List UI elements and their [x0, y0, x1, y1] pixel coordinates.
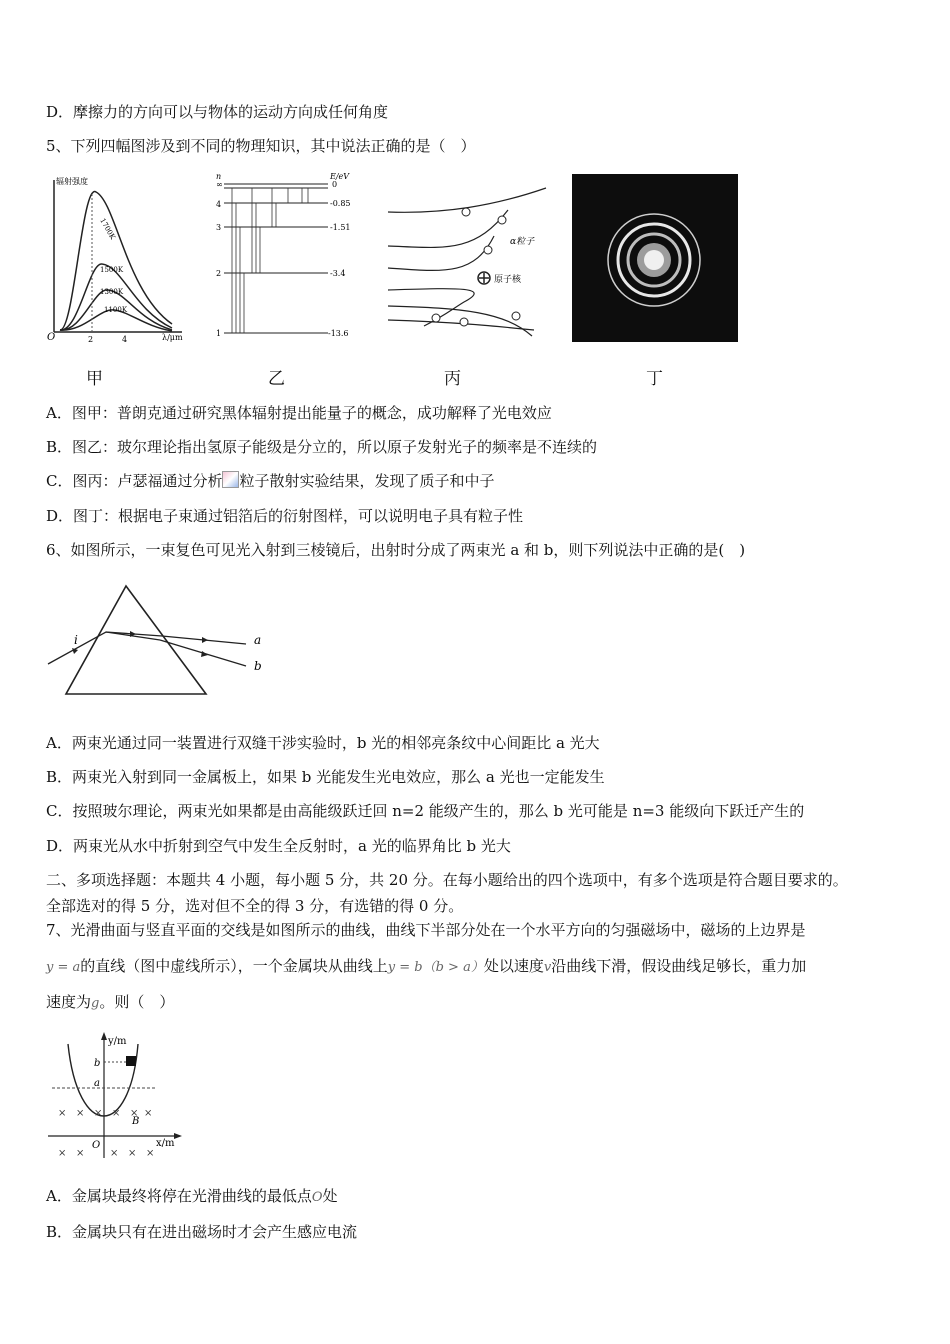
svg-text:×: × [76, 1108, 85, 1119]
jia-tick-2: 2 [88, 335, 94, 344]
q7-stem-line3: 速度为g。则（ ） [46, 993, 175, 1011]
svg-text:∞: ∞ [216, 180, 223, 189]
magnetic-field-figure [44, 1030, 184, 1164]
svg-text:2: 2 [216, 269, 222, 278]
bing-alpha-label: α粒子 [510, 237, 535, 247]
q7-stem-line2: y = a的直线（图中虚线所示），一个金属块从曲线上y = b（b > a）处以速度v沿曲线下滑，假设曲线足够长，重力加 [46, 957, 807, 975]
svg-text:×: × [110, 1148, 119, 1159]
q7-option-b: B．金属块只有在进出磁场时才会产生感应电流 [46, 1223, 358, 1241]
alpha-scattering-figure [384, 176, 554, 342]
q7-stem-line1: 7、光滑曲面与竖直平面的交线是如图所示的曲线，曲线下半部分处在一个水平方向的匀强磁场中，磁场的上边界是 [46, 921, 806, 939]
q4-option-d: D．摩擦力的方向可以与物体的运动方向成任何角度 [46, 103, 389, 121]
q6-stem: 6、如图所示，一束复色可见光入射到三棱镜后，出射时分成了两束光 a 和 b，则下列说法中正确的是( ) [46, 541, 746, 559]
svg-text:-13.6: -13.6 [328, 329, 349, 338]
jia-xlabel: λ/μm [162, 333, 183, 342]
jia-curve-2: 1500K [100, 266, 124, 274]
field-b-label: b [94, 1058, 101, 1069]
q5-option-a: A．图甲：普朗克通过研究黑体辐射提出能量子的概念，成功解释了光电效应 [46, 404, 552, 422]
jia-tick-4: 4 [122, 335, 128, 344]
jia-curve-1: 1700K [98, 217, 117, 241]
field-a-label: a [94, 1078, 100, 1089]
svg-text:×: × [76, 1148, 85, 1159]
q6-option-d: D．两束光从水中折射到空气中发生全反射时，a 光的临界角比 b 光大 [46, 837, 511, 855]
field-y-label: y/m [108, 1036, 127, 1047]
caption-jia: 甲 [86, 369, 103, 389]
svg-text:×: × [128, 1148, 137, 1159]
prism-a-label: a [254, 633, 262, 647]
svg-text:-3.4: -3.4 [330, 269, 346, 278]
q6-option-a: A．两束光通过同一装置进行双缝干涉实验时，b 光的相邻亮条纹中心间距比 a 光大 [46, 734, 600, 752]
svg-text:×: × [112, 1108, 121, 1119]
svg-text:-0.85: -0.85 [330, 199, 351, 208]
q6-option-c: C．按照玻尔理论，两束光如果都是由高能级跃迁回 n=2 能级产生的，那么 b 光可能是 n=3 能级向下跃迁产生的 [46, 802, 805, 820]
field-B-label: B [132, 1116, 140, 1127]
svg-text:×: × [130, 1108, 139, 1119]
field-x-label: x/m [156, 1138, 175, 1149]
jia-curve-3: 1300K [100, 288, 124, 296]
q6-option-b: B．两束光入射到同一金属板上，如果 b 光能发生光电效应，那么 a 光也一定能发生 [46, 768, 605, 786]
prism-i-label: i [74, 633, 78, 647]
electron-diffraction-figure [572, 174, 738, 342]
section2-heading-line1: 二、多项选择题：本题共 4 小题，每小题 5 分，共 20 分。在每小题给出的四个选项中，有多个选项是符合题目要求的。 [46, 871, 848, 889]
prism-b-label: b [254, 659, 262, 673]
field-o-label: O [92, 1140, 101, 1151]
jia-curve-4: 1100K [104, 306, 128, 314]
svg-text:×: × [58, 1108, 67, 1119]
prism-figure [44, 580, 274, 702]
yi-n-label: n [216, 172, 222, 181]
q5-stem: 5、下列四幅图涉及到不同的物理知识，其中说法正确的是（ ） [46, 137, 476, 155]
q5-option-d: D．图丁：根据电子束通过铝箔后的衍射图样，可以说明电子具有粒子性 [46, 507, 524, 525]
yi-e-label: E/eV [330, 172, 350, 181]
caption-ding: 丁 [646, 369, 663, 389]
svg-text:×: × [94, 1108, 103, 1119]
q5-option-c: C．图丙：卢瑟福通过分析 粒子散射实验结果，发现了质子和中子 [46, 472, 495, 490]
caption-bing: 丙 [444, 369, 461, 389]
jia-origin: O [47, 332, 56, 343]
section2-heading-line2: 全部选对的得 5 分，选对但不全的得 3 分，有选错的得 0 分。 [46, 897, 464, 915]
bing-nucleus-label: 原子核 [494, 275, 522, 285]
svg-text:×: × [58, 1148, 67, 1159]
svg-text:4: 4 [216, 200, 222, 209]
svg-text:3: 3 [216, 223, 222, 232]
alpha-image-icon [222, 471, 239, 488]
svg-text:-1.51: -1.51 [330, 223, 351, 232]
svg-text:1: 1 [216, 329, 222, 338]
energy-level-figure [212, 170, 362, 342]
svg-text:×: × [144, 1108, 153, 1119]
q5-option-b: B．图乙：玻尔理论指出氢原子能级是分立的，所以原子发射光子的频率是不连续的 [46, 438, 598, 456]
q7-option-a: A．金属块最终将停在光滑曲线的最低点O处 [46, 1187, 338, 1205]
svg-text:0: 0 [332, 180, 338, 189]
blackbody-figure [44, 172, 184, 344]
jia-ylabel: 辐射强度 [56, 177, 88, 186]
caption-yi: 乙 [268, 369, 285, 389]
svg-text:×: × [146, 1148, 155, 1159]
